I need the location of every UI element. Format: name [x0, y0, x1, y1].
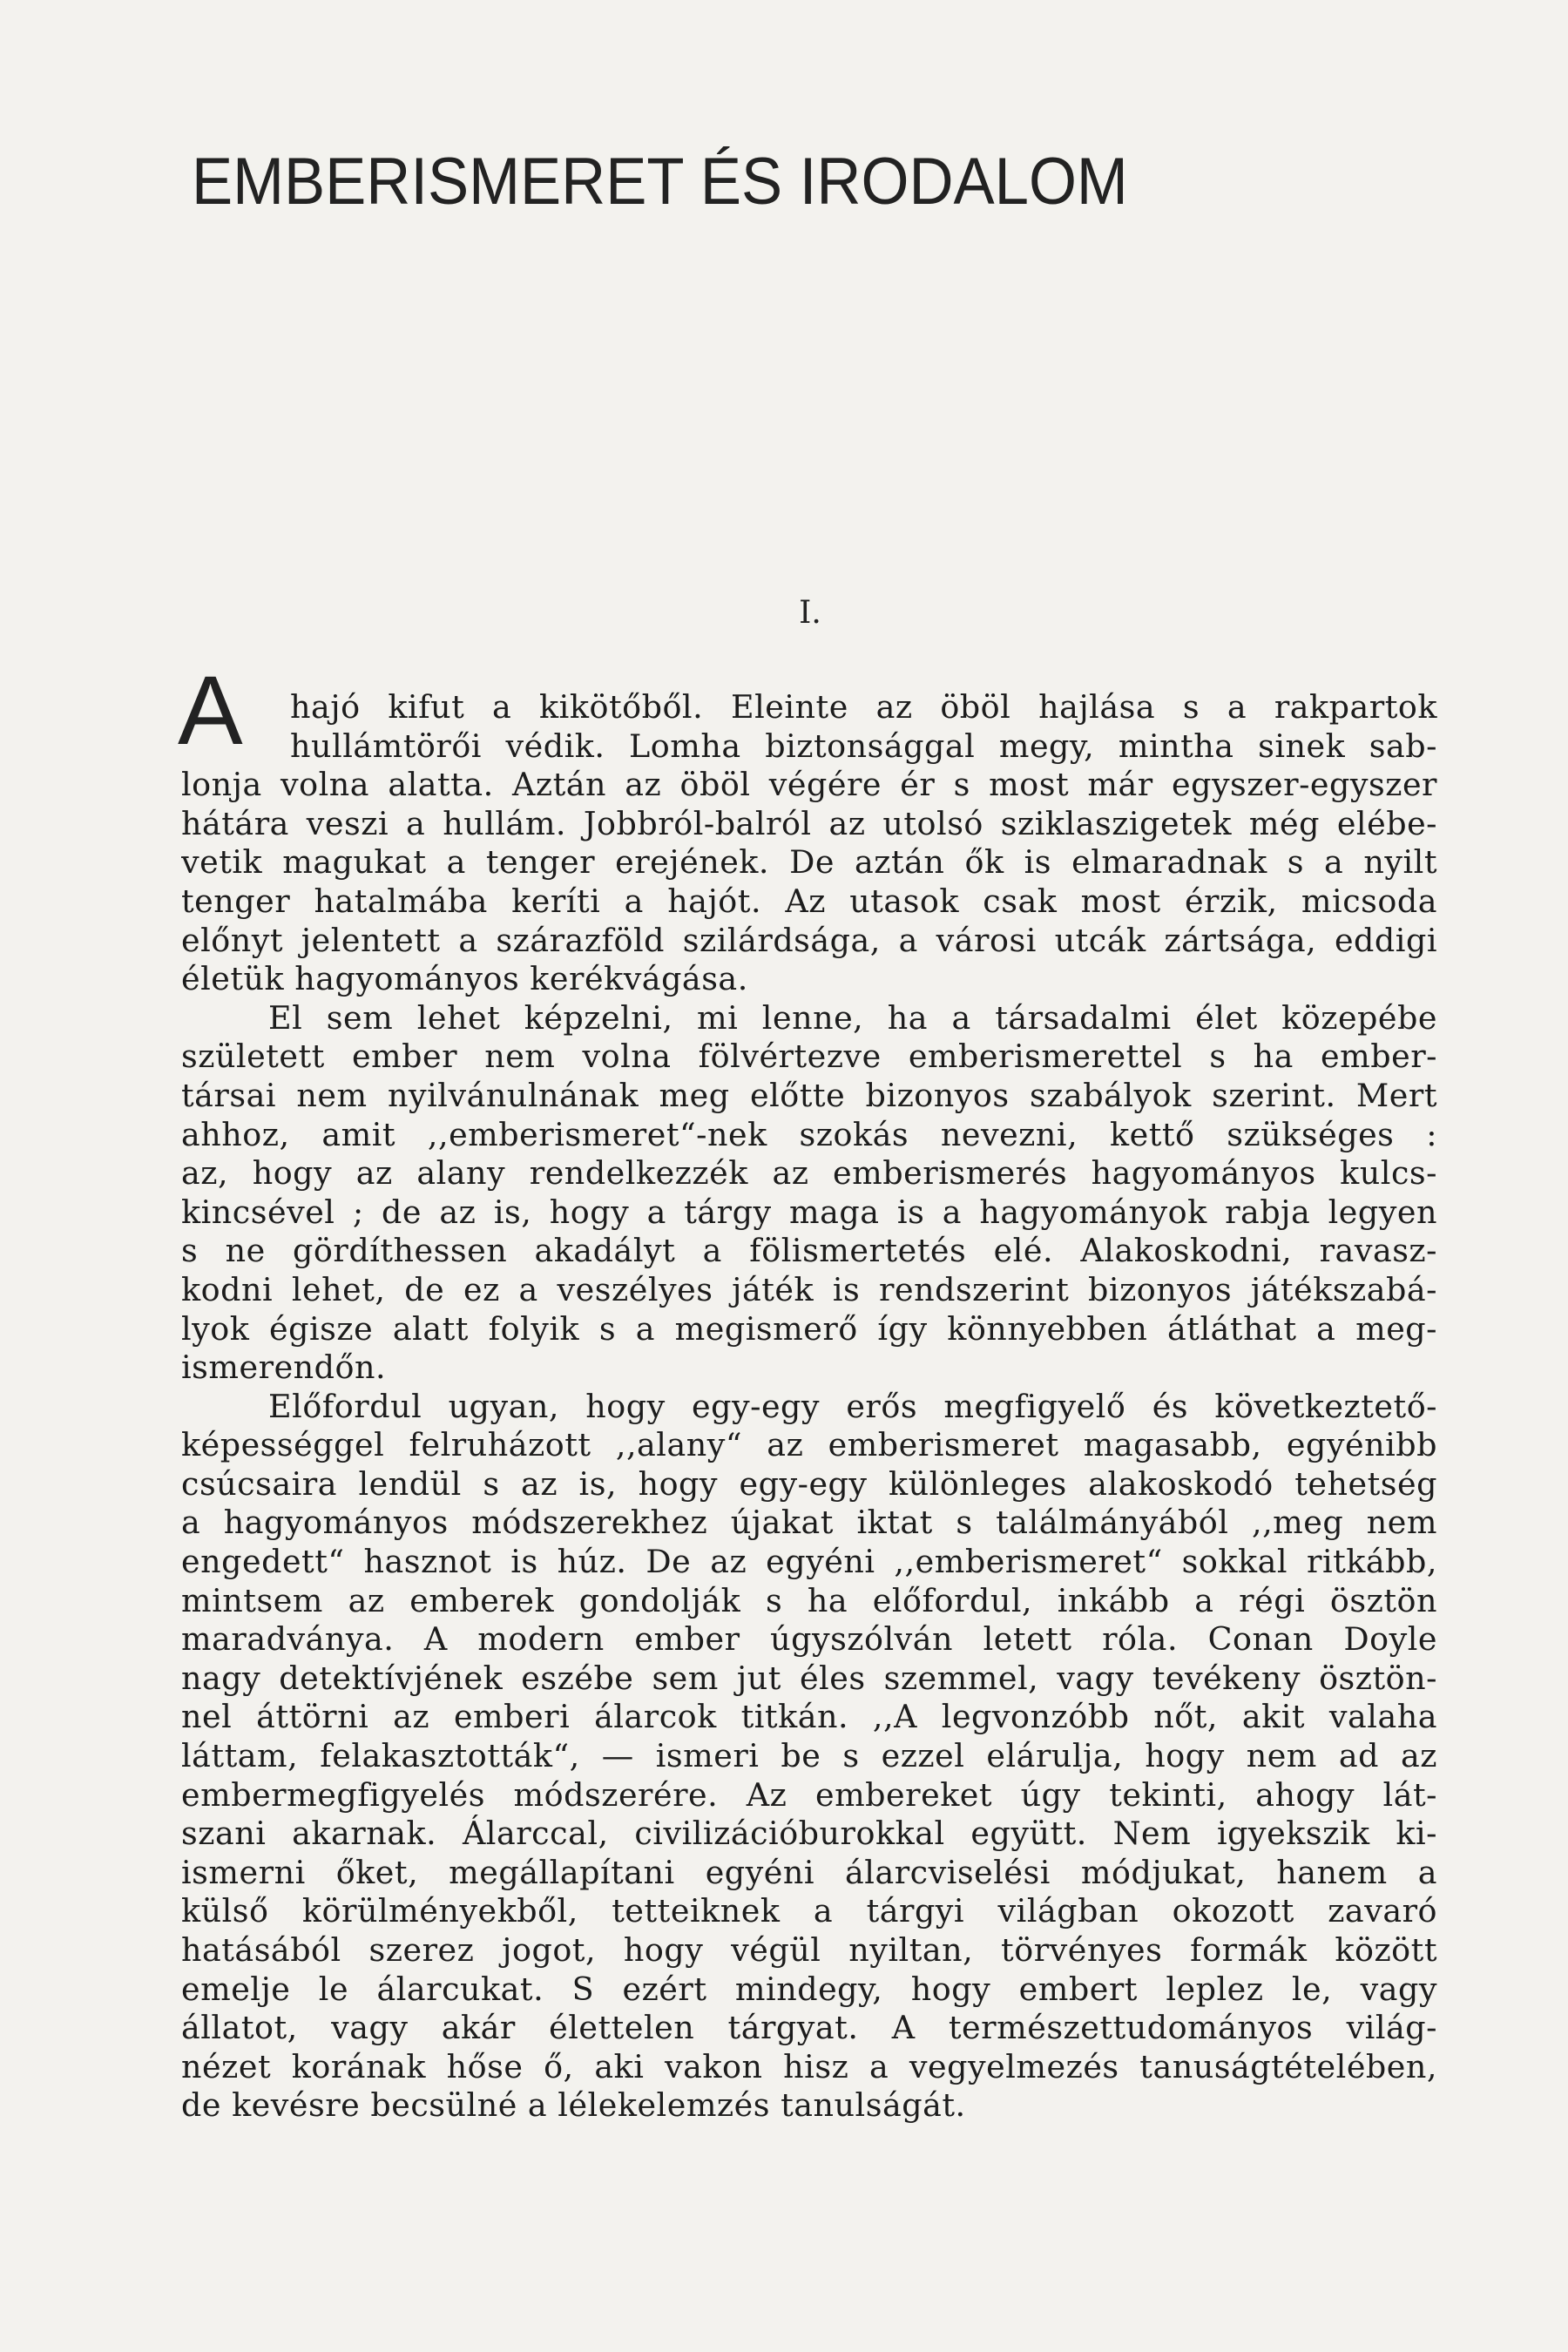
drop-cap: A [178, 656, 243, 765]
text-line: nel áttörni az emberi álarcok titkán. ,,A legvonzóbb nőt, akit valaha [181, 1698, 1437, 1736]
text-line: hajó kifut a kikötőből. Eleinte az öböl hajlása s a rakpartok [290, 688, 1437, 726]
text-line: láttam, felakasztották“, — ismeri be s ezzel elárulja, hogy nem ad az [181, 1737, 1437, 1775]
paragraph-3 [181, 1388, 1437, 2126]
text-line: lyok égisze alatt folyik s a megismerő így könnyebben átláthat a meg- [181, 1309, 1437, 1348]
text-line: mintsem az emberek gondolják s ha előfordul, inkább a régi ösztön [181, 1581, 1437, 1619]
text-line: társai nem nyilvánulnának meg előtte bizonyos szabályok szerint. Mert [181, 1076, 1437, 1114]
text-line: nagy detektívjének eszébe sem jut éles szemmel, vagy tevékeny ösztön- [181, 1659, 1437, 1697]
text-line: külső körülményekből, tetteiknek a tárgyi világban okozott zavaró [181, 1892, 1437, 1930]
text-line: hatásából szerez jogot, hogy végül nyiltan, törvényes formák között [181, 1931, 1437, 1969]
text-line: s ne gördíthessen akadályt a fölismertetés elé. Alakoskodni, ravasz- [181, 1232, 1437, 1270]
text-line: hullámtörői védik. Lomha biztonsággal megy, mintha sinek sab- [290, 727, 1437, 765]
text-line: ismerendőn. [181, 1348, 387, 1387]
paragraph-1 [181, 688, 1437, 999]
chapter-title: EMBERISMERET ÉS IRODALOM [192, 145, 1128, 219]
text-line: állatot, vagy akár élettelen tárgyat. A természettudományos világ- [181, 2009, 1437, 2047]
text-line: de kevésre becsülné a lélekelemzés tanulságát. [181, 2086, 966, 2125]
text-line: embermegfigyelés módszerére. Az embereket úgy tekinti, ahogy lát- [181, 1775, 1437, 1814]
text-line: született ember nem volna fölvértezve emberismerettel s ha ember- [181, 1037, 1437, 1076]
text-line: képességgel felruházott ,,alany“ az emberismeret magasabb, egyénibb [181, 1426, 1437, 1464]
text-line: hátára veszi a hullám. Jobbról-balról az utolsó sziklaszigetek még elébe- [181, 804, 1437, 842]
text-line: előnyt jelentett a szárazföld szilárdsága, a városi utcák zártsága, eddigi [181, 921, 1437, 959]
text-line: ismerni őket, megállapítani egyéni álarcviselési módjukat, hanem a [181, 1853, 1437, 1891]
paragraph-2 [181, 999, 1437, 1388]
text-line: az, hogy az alany rendelkezzék az emberismerés hagyományos kulcs- [181, 1154, 1437, 1193]
text-line: Előfordul ugyan, hogy egy-egy erős megfigyelő és következtető- [268, 1387, 1437, 1425]
body-text [181, 688, 1437, 2126]
text-line: emelje le álarcukat. S ezért mindegy, hogy embert leplez le, vagy [181, 1970, 1437, 2008]
text-line: El sem lehet képzelni, mi lenne, ha a társadalmi élet közepébe [268, 998, 1437, 1037]
text-line: életük hagyományos kerékvágása. [181, 960, 748, 998]
text-line: vetik magukat a tenger erejének. De aztán ők is elmaradnak s a nyilt [181, 843, 1437, 882]
text-line: ahhoz, amit ,,emberismeret“-nek szokás nevezni, kettő szükséges : [181, 1115, 1437, 1153]
text-line: kodni lehet, de ez a veszélyes játék is rendszerint bizonyos játékszabá- [181, 1270, 1437, 1308]
text-line: nézet korának hőse ő, aki vakon hisz a vegyelmezés tanuságtételében, [181, 2047, 1437, 2085]
text-line: csúcsaira lendül s az is, hogy egy-egy különleges alakoskodó tehetség [181, 1464, 1437, 1503]
text-line: szani akarnak. Álarccal, civilizációburokkal együtt. Nem igyekszik ki- [181, 1815, 1437, 1853]
text-line: lonja volna alatta. Aztán az öböl végére ér s most már egyszer-egyszer [181, 766, 1437, 804]
section-numeral: I. [799, 595, 821, 631]
text-line: maradványa. A modern ember úgyszólván letett róla. Conan Doyle [181, 1620, 1437, 1659]
text-line: a hagyományos módszerekhez újakat iktat s találmányából ,,meg nem [181, 1504, 1437, 1542]
text-line: tenger hatalmába keríti a hajót. Az utasok csak most érzik, micsoda [181, 882, 1437, 920]
text-line: engedett“ hasznot is húz. De az egyéni ,,emberismeret“ sokkal ritkább, [181, 1543, 1437, 1581]
text-line: kincsével ; de az is, hogy a tárgy maga is a hagyományok rabja legyen [181, 1193, 1437, 1231]
